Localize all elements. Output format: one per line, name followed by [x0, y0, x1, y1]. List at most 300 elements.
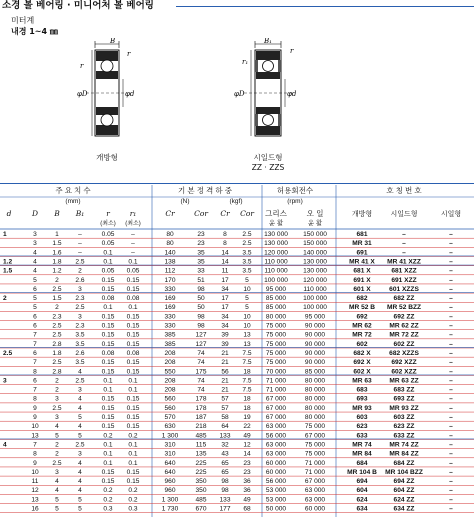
cell-r25-c2: 2.5	[52, 459, 62, 467]
cell-r0-c4: 0.05	[101, 231, 115, 238]
cell-r23-c4: 0.1	[103, 441, 113, 449]
cell-r29-c5: 0.2	[128, 496, 138, 504]
cell-r14-c12: 692 X	[353, 359, 371, 367]
cell-r11-c6: 385	[164, 331, 176, 339]
cell-r24-c5: 0.1	[128, 450, 138, 458]
col-header-9: Cor	[240, 209, 254, 218]
cell-r22-c4: 0.2	[103, 432, 113, 440]
cell-r30-c1: 16	[31, 505, 39, 513]
cell-r24-c7: 135	[195, 450, 207, 458]
cell-r23-c14: –	[449, 441, 453, 449]
r-min-note: (최소)	[100, 221, 116, 227]
cell-r1-c2: 1.5	[52, 240, 62, 248]
cell-r13-c3: 2.6	[75, 349, 85, 357]
cell-r29-c9: 49	[243, 496, 251, 504]
cell-r0-c5: –	[131, 231, 135, 238]
cell-r6-c2: 2.5	[52, 285, 62, 293]
cell-r21-c5: 0.15	[126, 423, 140, 431]
cell-r6-c12: 601 X	[353, 285, 371, 293]
cell-r23-c9: 12	[243, 441, 251, 449]
cell-r25-c12: 684	[356, 459, 368, 467]
cell-r11-c9: 13	[243, 331, 251, 339]
cell-r14-c14: –	[449, 359, 453, 367]
cell-r16-c8: 21	[221, 377, 229, 385]
cell-r26-c10: 60 000	[265, 468, 287, 476]
cell-r25-c1: 9	[33, 459, 37, 467]
cell-r28-c9: 36	[243, 487, 251, 495]
cell-r16-c7: 74	[197, 377, 205, 385]
cell-r21-c13: 623 ZZ	[393, 423, 415, 431]
cell-r20-c10: 67 000	[265, 414, 287, 421]
cell-r4-c5: 0.05	[126, 267, 140, 275]
bore-range-label: 내경 1~4 ㎜	[11, 27, 58, 36]
cell-r24-c4: 0.1	[103, 450, 113, 458]
cell-r21-c3: 4	[78, 423, 82, 431]
cell-r2-c12: 691	[356, 249, 368, 257]
cell-r9-c6: 330	[164, 313, 176, 321]
cell-r3-c3: 2.5	[75, 258, 85, 266]
cell-r24-c9: 14	[243, 450, 251, 458]
cell-r17-c5: 0.1	[128, 386, 138, 394]
cell-r5-c8: 17	[221, 276, 229, 284]
cell-r14-c4: 0.15	[101, 359, 115, 367]
table-row	[0, 268, 474, 275]
cell-r2-c13: –	[402, 249, 406, 257]
cell-r0-c12: 681	[356, 231, 368, 238]
cell-r2-c6: 140	[164, 249, 176, 257]
cell-r24-c3: 3	[78, 450, 82, 458]
cell-r11-c3: 3.5	[75, 331, 85, 339]
cell-r28-c7: 350	[195, 487, 207, 495]
cell-r10-c7: 98	[197, 322, 205, 330]
cell-r28-c10: 53 000	[265, 487, 287, 495]
cell-r0-c11: 150 000	[303, 231, 327, 238]
cell-r6-c4: 0.15	[101, 285, 115, 293]
cell-r21-c7: 218	[195, 423, 207, 431]
cell-r29-c1: 13	[31, 496, 39, 504]
table-row	[0, 350, 474, 357]
cell-r12-c3: 3.5	[75, 340, 85, 348]
dim-D: φD	[77, 90, 88, 98]
cell-r24-c2: 2	[55, 450, 59, 458]
cell-r17-c8: 21	[221, 386, 229, 394]
cell-r22-c3: 5	[78, 432, 82, 440]
cell-r13-c9: 7.5	[242, 349, 252, 357]
cell-r30-c13: 634 ZZ	[393, 505, 415, 513]
dim-D-sealed: φD	[234, 90, 245, 98]
cell-r5-c9: 5	[245, 276, 249, 284]
table-row	[0, 277, 474, 284]
cell-r0-c8: 8	[223, 231, 227, 238]
cell-r17-c14: –	[449, 386, 453, 394]
cell-r4-c1: 4	[33, 267, 37, 275]
cell-r26-c3: 4	[78, 468, 82, 476]
cell-r6-c8: 34	[221, 285, 229, 293]
dim-d-sealed: φd	[287, 90, 297, 98]
cell-r27-c5: 0.15	[126, 478, 140, 486]
cell-r15-c8: 56	[221, 368, 229, 376]
cell-r6-c6: 330	[164, 285, 176, 293]
cell-r9-c11: 95 000	[304, 313, 326, 321]
cell-r19-c5: 0.15	[126, 404, 140, 412]
cell-r8-c8: 17	[221, 304, 229, 312]
cell-r1-c10: 130 000	[264, 240, 288, 248]
cell-r11-c10: 75 000	[265, 331, 287, 339]
cell-r18-c9: 18	[243, 395, 251, 403]
cell-r15-c7: 175	[195, 368, 207, 376]
group-header-designation: 호 칭 번 호	[386, 186, 422, 195]
cell-r3-c12: MR 41 X	[349, 258, 375, 266]
cell-r9-c14: –	[449, 313, 453, 321]
cell-r26-c9: 23	[243, 468, 251, 476]
col-header-4: r	[106, 209, 110, 218]
cell-r14-c7: 74	[197, 359, 205, 367]
table-row	[0, 332, 474, 339]
cell-r1-c3: –	[78, 240, 82, 248]
cell-r6-c10: 95 000	[265, 285, 287, 293]
cell-r5-c10: 100 000	[264, 276, 288, 284]
table-row	[0, 487, 474, 494]
cell-r0-c3: –	[78, 231, 82, 238]
cell-r7-c2: 1.5	[52, 295, 62, 303]
cell-r1-c11: 150 000	[303, 240, 327, 248]
cell-r16-c10: 71 000	[265, 377, 287, 385]
cell-r25-c6: 640	[164, 459, 176, 467]
cell-r20-c14: –	[449, 414, 453, 421]
cell-r26-c12: MR 104 B	[347, 468, 377, 476]
cell-r21-c12: 623	[356, 423, 368, 431]
cell-r17-c13: 683 ZZ	[393, 386, 415, 394]
cell-r4-c11: 130 000	[303, 267, 327, 275]
cell-r26-c1: 10	[31, 468, 39, 476]
cell-r22-c10: 56 000	[265, 432, 287, 440]
table-row	[0, 341, 474, 348]
cell-r18-c7: 178	[195, 395, 207, 403]
cell-r9-c4: 0.15	[101, 313, 115, 321]
dim-r: r	[127, 50, 131, 58]
cell-r18-c11: 80 000	[304, 395, 326, 403]
cell-r24-c11: 75 000	[304, 450, 326, 458]
cell-r28-c6: 960	[164, 487, 176, 495]
cell-r30-c2: 5	[55, 505, 59, 513]
cell-r30-c5: 0.3	[128, 505, 138, 513]
unit-rpm: (rpm)	[287, 198, 303, 205]
cell-r3-c14: –	[449, 258, 453, 266]
col-header-1: D	[31, 209, 39, 218]
cell-r8-c14: –	[449, 304, 453, 312]
cell-r0-c10: 130 000	[264, 231, 288, 238]
table-row	[0, 506, 474, 513]
cell-r27-c14: –	[449, 478, 453, 486]
cell-r16-c12: MR 63	[352, 377, 372, 385]
open-type-caption: 개방형	[96, 153, 118, 162]
cell-r13-c6: 208	[164, 349, 176, 357]
cell-r9-c5: 0.15	[126, 313, 140, 321]
cell-r2-c8: 14	[221, 249, 229, 257]
cell-r14-c9: 7.5	[242, 359, 252, 367]
spec-table	[0, 183, 474, 517]
cell-r27-c13: 694 ZZ	[393, 478, 415, 486]
cell-r4-c7: 33	[197, 267, 205, 275]
cell-r7-c14: –	[449, 295, 453, 303]
cell-r6-c13: 601 XZZS	[389, 285, 419, 293]
cell-r12-c13: 602 ZZ	[393, 340, 415, 348]
cell-r30-c3: 5	[78, 505, 82, 513]
cell-r12-c2: 2.8	[52, 340, 62, 348]
cell-r18-c12: 693	[356, 395, 368, 403]
cell-r5-c13: 691 XZZ	[391, 276, 417, 284]
cell-r5-c2: 2	[55, 276, 59, 284]
cell-r8-c11: 100 000	[303, 304, 327, 312]
cell-r10-c11: 90 000	[304, 322, 326, 330]
cell-r10-c5: 0.15	[126, 322, 140, 330]
cell-r27-c11: 67 000	[304, 478, 326, 486]
cell-r13-c8: 21	[221, 349, 229, 357]
cell-r26-c11: 71 000	[304, 468, 326, 476]
cell-r0-c2: 1	[55, 231, 59, 238]
table-row	[0, 368, 474, 375]
cell-r13-c14: –	[449, 349, 453, 357]
cell-r24-c12: MR 84	[352, 450, 372, 458]
cell-r11-c4: 0.15	[101, 331, 115, 339]
cell-r8-c5: 0.1	[128, 304, 138, 312]
cell-r29-c14: –	[449, 496, 453, 504]
cell-r19-c11: 80 000	[304, 404, 326, 412]
cell-r3-c9: 3.5	[242, 258, 252, 266]
cell-r14-c1: 7	[33, 359, 37, 367]
cell-r12-c11: 90 000	[304, 340, 326, 348]
cell-r18-c14: –	[449, 395, 453, 403]
cell-r27-c3: 4	[78, 478, 82, 486]
cell-r1-c12: MR 31	[352, 240, 372, 248]
cell-r19-c13: MR 93 ZZ	[389, 404, 419, 412]
col-header-7: Cor	[194, 209, 208, 218]
table-row	[0, 405, 474, 412]
cell-r19-c14: –	[449, 404, 453, 412]
cell-r11-c8: 39	[221, 331, 229, 339]
cell-r21-c4: 0.15	[101, 423, 115, 431]
dim-B1: B₁	[264, 38, 272, 45]
cell-r12-c9: 13	[243, 340, 251, 348]
cell-r23-c1: 7	[33, 441, 37, 449]
cell-r29-c13: 624 ZZ	[393, 496, 415, 504]
rpm-sub-grease: 윤 활	[268, 220, 284, 227]
cell-r12-c12: 602	[356, 340, 368, 348]
dim-d: φd	[125, 90, 135, 98]
cell-r6-c3: 3	[78, 285, 82, 293]
cell-r5-c6: 170	[164, 276, 176, 284]
cell-r29-c4: 0.2	[103, 496, 113, 504]
cell-r15-c5: 0.15	[126, 368, 140, 376]
group-header-load-rating: 기 본 정 격 하 중	[178, 186, 232, 195]
cell-r30-c11: 60 000	[304, 505, 326, 513]
cell-r4-c2: 1.2	[52, 267, 62, 275]
cell-r29-c6: 1 300	[161, 496, 179, 504]
cell-r7-c7: 50	[197, 295, 205, 303]
cell-r24-c13: MR 84 ZZ	[389, 450, 419, 458]
cell-r3-c5: 0.1	[128, 258, 138, 266]
cell-r21-c9: 22	[243, 423, 251, 431]
cell-r11-c11: 90 000	[304, 331, 326, 339]
cell-r14-c2: 2.5	[52, 359, 62, 367]
cell-r10-c10: 75 000	[265, 322, 287, 330]
cell-r18-c8: 57	[221, 395, 229, 403]
cell-r10-c1: 6	[33, 322, 37, 330]
sealed-bearing-diagram	[228, 38, 308, 150]
cell-r10-c4: 0.15	[101, 322, 115, 330]
cell-r19-c2: 2.5	[52, 404, 62, 412]
cell-r5-c14: –	[449, 276, 453, 284]
cell-r1-c9: 2.5	[242, 240, 252, 248]
cell-r4-c4: 0.05	[101, 267, 115, 275]
cell-r28-c5: 0.2	[128, 487, 138, 495]
cell-r16-c9: 7.5	[242, 377, 252, 385]
cell-r11-c2: 2.5	[52, 331, 62, 339]
cell-r5-c12: 691 X	[353, 276, 371, 284]
unit-n: (N)	[180, 198, 190, 205]
cell-r9-c8: 34	[221, 313, 229, 321]
cell-r10-c9: 10	[243, 322, 251, 330]
cell-r26-c14: –	[449, 468, 453, 476]
cell-r29-c8: 133	[219, 496, 231, 504]
table-row	[0, 359, 474, 366]
cell-r2-c3: –	[78, 249, 82, 257]
cell-r29-c2: 5	[55, 496, 59, 504]
cell-r16-c5: 0.1	[128, 377, 138, 385]
cell-r6-c7: 98	[197, 285, 205, 293]
cell-r1-c1: 3	[33, 240, 37, 248]
cell-r13-c11: 90 000	[304, 349, 326, 357]
cell-r16-c3: 2.5	[75, 377, 85, 385]
cell-r25-c4: 0.1	[103, 459, 113, 467]
cell-r3-c1: 4	[33, 258, 37, 266]
cell-r0-c7: 23	[197, 231, 205, 238]
cell-r17-c9: 7.5	[242, 386, 252, 394]
cell-r23-c8: 32	[221, 441, 229, 449]
cell-r21-c1: 10	[31, 423, 39, 431]
cell-r10-c14: –	[449, 322, 453, 330]
cell-r9-c12: 692	[356, 313, 368, 321]
cell-r12-c8: 39	[221, 340, 229, 348]
cell-r24-c8: 43	[221, 450, 229, 458]
cell-r21-c8: 64	[221, 423, 229, 431]
cell-r22-c13: 633 ZZ	[393, 432, 415, 440]
cell-r29-c11: 63 000	[304, 496, 326, 504]
cell-r3-c2: 1.8	[52, 258, 62, 266]
cell-r1-c6: 80	[166, 240, 174, 248]
cell-r3-c10: 110 000	[264, 258, 288, 266]
cell-r26-c8: 65	[221, 468, 229, 476]
dim-r1: r₁	[242, 58, 249, 66]
cell-r19-c7: 178	[195, 404, 207, 412]
cell-r8-c12: MR 52 B	[348, 304, 376, 312]
cell-r24-c6: 310	[164, 450, 176, 458]
cell-r11-c7: 127	[195, 331, 207, 339]
cell-r15-c14: –	[449, 368, 453, 376]
cell-r25-c7: 225	[195, 459, 207, 467]
cell-r15-c1: 8	[33, 368, 37, 376]
cell-r6-c14: –	[449, 285, 453, 293]
open-bearing-diagram	[72, 38, 142, 150]
table-row	[0, 496, 474, 503]
cell-r8-c1: 5	[33, 304, 37, 312]
cell-r17-c11: 80 000	[304, 386, 326, 394]
cell-r3-c0: 1.2	[3, 258, 13, 266]
cell-r9-c1: 6	[33, 313, 37, 321]
cell-r6-c5: 0.15	[126, 285, 140, 293]
cell-r4-c0: 1.5	[3, 267, 13, 275]
cell-r14-c13: 692 XZZ	[391, 359, 417, 367]
cell-r3-c6: 138	[164, 258, 176, 266]
cell-r27-c8: 98	[221, 478, 229, 486]
col-header-5: r₁	[129, 209, 137, 218]
cell-r23-c5: 0.1	[128, 441, 138, 449]
cell-r3-c13: MR 41 XZZ	[387, 258, 421, 266]
cell-r18-c1: 8	[33, 395, 37, 403]
cell-r10-c8: 34	[221, 322, 229, 330]
cell-r30-c7: 670	[195, 505, 207, 513]
cell-r17-c4: 0.1	[103, 386, 113, 394]
sealed-type-caption: 시일드형	[253, 153, 283, 162]
cell-r28-c12: 604	[356, 487, 368, 495]
table-row	[0, 377, 474, 384]
cell-r20-c11: 80 000	[304, 414, 326, 421]
cell-r8-c13: MR 52 BZZ	[386, 304, 422, 312]
cell-r17-c10: 71 000	[265, 386, 287, 394]
cell-r7-c8: 17	[221, 295, 229, 303]
page-title: 소경 볼 베어링 · 미니어처 볼 베어링	[2, 0, 154, 11]
cell-r8-c7: 50	[197, 304, 205, 312]
cell-r18-c5: 0.15	[126, 395, 140, 403]
cell-r8-c4: 0.1	[103, 304, 113, 312]
cell-r23-c2: 2	[55, 441, 59, 449]
cell-r19-c9: 18	[243, 404, 251, 412]
cell-r1-c4: 0.05	[101, 240, 115, 248]
cell-r22-c8: 133	[219, 432, 231, 440]
cell-r22-c12: 633	[356, 432, 368, 440]
group-header-speed: 허용회전수	[276, 186, 314, 195]
cell-r13-c0: 2.5	[3, 349, 13, 357]
cell-r28-c1: 12	[31, 487, 39, 495]
table-row	[0, 231, 474, 238]
cell-r18-c3: 4	[78, 395, 82, 403]
cell-r15-c10: 70 000	[265, 368, 287, 376]
cell-r9-c2: 2.3	[52, 313, 62, 321]
cell-r26-c7: 225	[195, 468, 207, 476]
cell-r11-c12: MR 72	[352, 331, 372, 339]
cell-r30-c12: 634	[356, 505, 368, 513]
cell-r8-c6: 169	[164, 304, 176, 312]
cell-r30-c6: 1 730	[161, 505, 179, 513]
cell-r16-c14: –	[449, 377, 453, 385]
cell-r21-c2: 4	[55, 423, 59, 431]
cell-r14-c5: 0.15	[126, 359, 140, 367]
cell-r2-c2: 1.6	[52, 249, 62, 257]
cell-r17-c6: 208	[164, 386, 176, 394]
col-header-0: d	[6, 209, 12, 218]
cell-r20-c5: 0.15	[126, 414, 140, 421]
table-row	[0, 423, 474, 430]
cell-r10-c12: MR 62	[352, 322, 372, 330]
cell-r22-c11: 67 000	[304, 432, 326, 440]
cell-r13-c2: 1.8	[52, 349, 62, 357]
cell-r3-c7: 35	[197, 258, 205, 266]
cell-r25-c5: 0.1	[128, 459, 138, 467]
cell-r14-c6: 208	[164, 359, 176, 367]
table-row	[0, 387, 474, 394]
cell-r20-c9: 19	[243, 414, 251, 421]
cell-r7-c10: 85 000	[265, 295, 287, 303]
